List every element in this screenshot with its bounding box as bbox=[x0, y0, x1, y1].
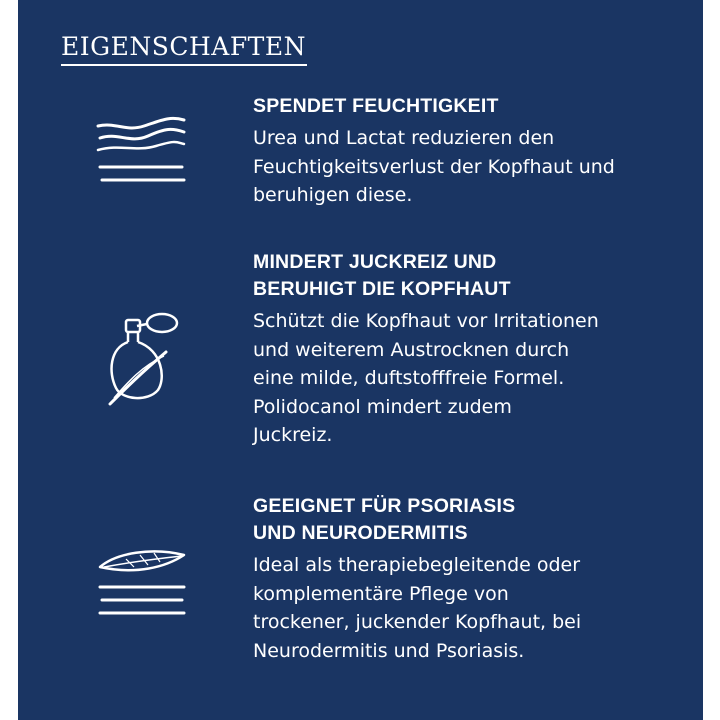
waves-icon bbox=[96, 112, 188, 192]
feature-description: Urea und Lactat reduzieren den Feuchtigkeitsverlust der Kopfhaut und beruhigen diese. bbox=[253, 127, 615, 206]
feature-moisturizing bbox=[253, 93, 683, 210]
properties-panel bbox=[18, 0, 703, 720]
feature-psoriasis-eczema bbox=[253, 493, 683, 665]
feature-description: Ideal als therapiebegleitende oder komplementäre Pflege von trockener, juckender Kopfhaut, bei Neurodermitis und Psoriasis. bbox=[253, 554, 582, 662]
feature-itch-relief bbox=[253, 249, 683, 450]
feature-heading: MINDERT JUCKREIZ UND BERUHIGT DIE KOPFHAUT bbox=[253, 251, 511, 300]
feature-heading: SPENDET FEUCHTIGKEIT bbox=[253, 95, 499, 117]
title-underline bbox=[61, 64, 307, 66]
feather-icon bbox=[96, 545, 192, 621]
feature-description: Schützt die Kopfhaut vor Irritationen und weiterem Austrocknen durch eine milde, duftstofffreie Formel. Polidocanol mindert zudem Juckreiz. bbox=[253, 310, 599, 446]
section-title: EIGENSCHAFTEN bbox=[61, 32, 306, 61]
perfume-bottle-icon bbox=[104, 310, 184, 410]
feature-heading: GEEIGNET FÜR PSORIASIS UND NEURODERMITIS bbox=[253, 495, 516, 544]
